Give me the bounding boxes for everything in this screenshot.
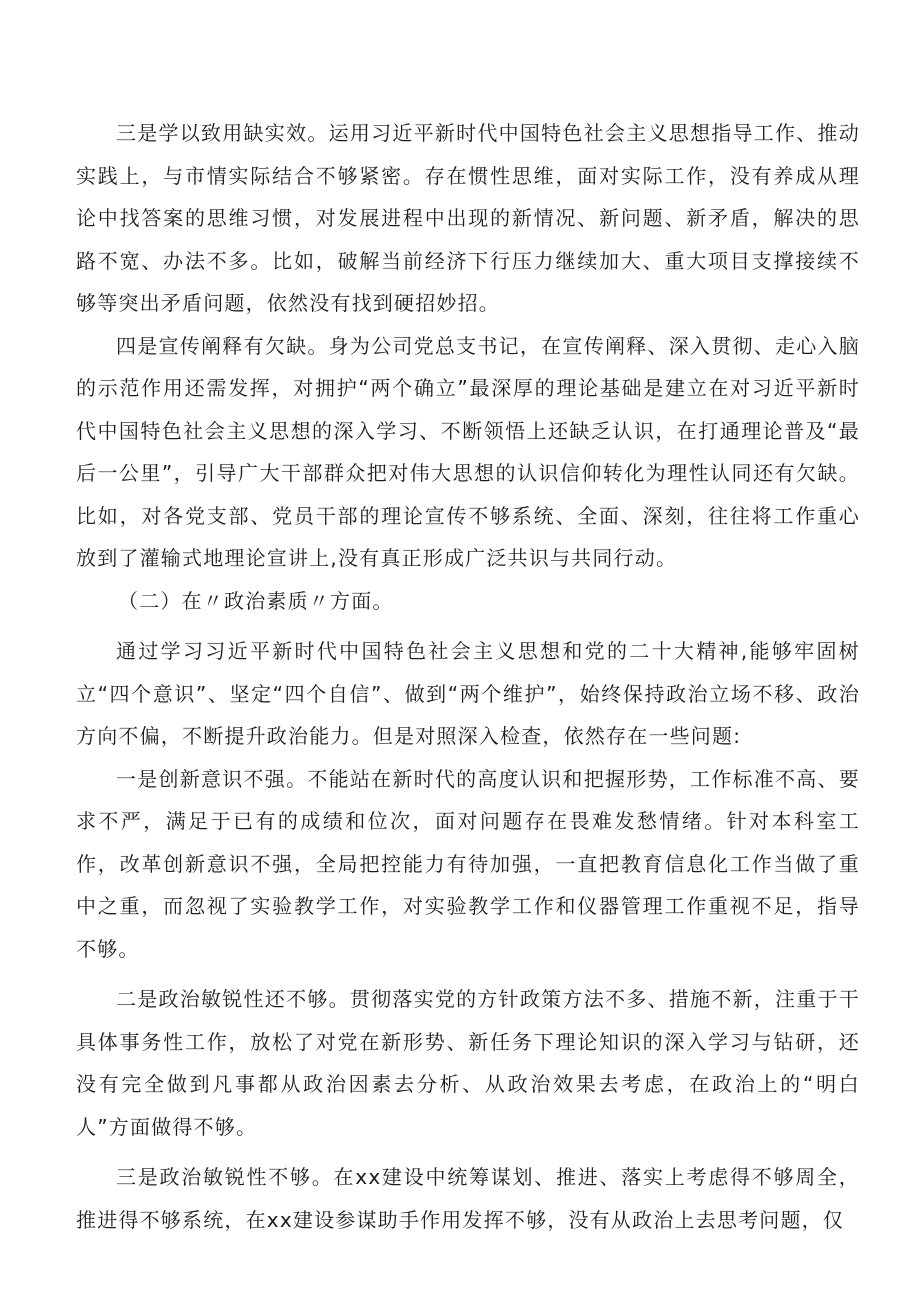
- document-body: [76, 112, 860, 1241]
- paragraph-political-sensitivity-2: 三是政治敏锐性不够。在xx建设中统筹谋划、推进、落实上考虑得不够周全，推进得不够系统，在xx建设参谋助手作用发挥不够，没有从政治上去思考问题，仅: [76, 1165, 860, 1232]
- paragraph-apply-learning: 三是学以致用缺实效。运用习近平新时代中国特色社会主义思想指导工作、推动实践上，与市情实际结合不够紧密。存在惯性思维，面对实际工作，没有养成从理论中找答案的思维习惯，对发展进程中出现的新情况、新问题、新矛盾，解决的思路不宽、办法不多。比如，破解当前经济下行压力继续加大、重大项目支撑接续不够等突出矛盾问题，依然没有找到硬招妙招。: [76, 121, 860, 315]
- paragraph-political-sensitivity: 二是政治敏锐性还不够。贯彻落实党的方针政策方法不多、措施不新，注重于干具体事务性工作，放松了对党在新形势、新任务下理论知识的深入学习与钻研，还没有完全做到凡事都从政治因素去分析、从政治效果去考虑，在政治上的“明白人”方面做得不够。: [76, 987, 860, 1139]
- paragraph-political-overview: 通过学习习近平新时代中国特色社会主义思想和党的二十大精神,能够牢固树立“四个意识”、坚定“四个自信”、做到“两个维护”，始终保持政治立场不移、政治方向不偏，不断提升政治能力。但是对照深入检查，依然存在一些问题:: [76, 639, 860, 748]
- paragraph-publicity: 四是宣传阐释有欠缺。身为公司党总支书记，在宣传阐释、深入贯彻、走心入脑的示范作用还需发挥，对拥护“两个确立”最深厚的理论基础是建立在对习近平新时代中国特色社会主义思想的深入学习、不断领悟上还缺乏认识，在打通理论普及“最后一公里”，引导广大干部群众把对伟大思想的认识信仰转化为理性认同还有欠缺。比如，对各党支部、党员干部的理论宣传不够系统、全面、深刻，往往将工作重心放到了灌输式地理论宣讲上,没有真正形成广泛共识与共同行动。: [76, 333, 860, 570]
- section-heading-political-quality: （二）在〃政治素质〃方面。: [118, 588, 394, 613]
- paragraph-innovation: 一是创新意识不强。不能站在新时代的高度认识和把握形势，工作标准不高、要求不严，满足于已有的成绩和位次，面对问题存在畏难发愁情绪。针对本科室工作，改革创新意识不强，全局把控能力有待加强，一直把教育信息化工作当做了重中之重，而忽视了实验教学工作，对实验教学工作和仪器管理工作重视不足，指导不够。: [76, 766, 860, 961]
